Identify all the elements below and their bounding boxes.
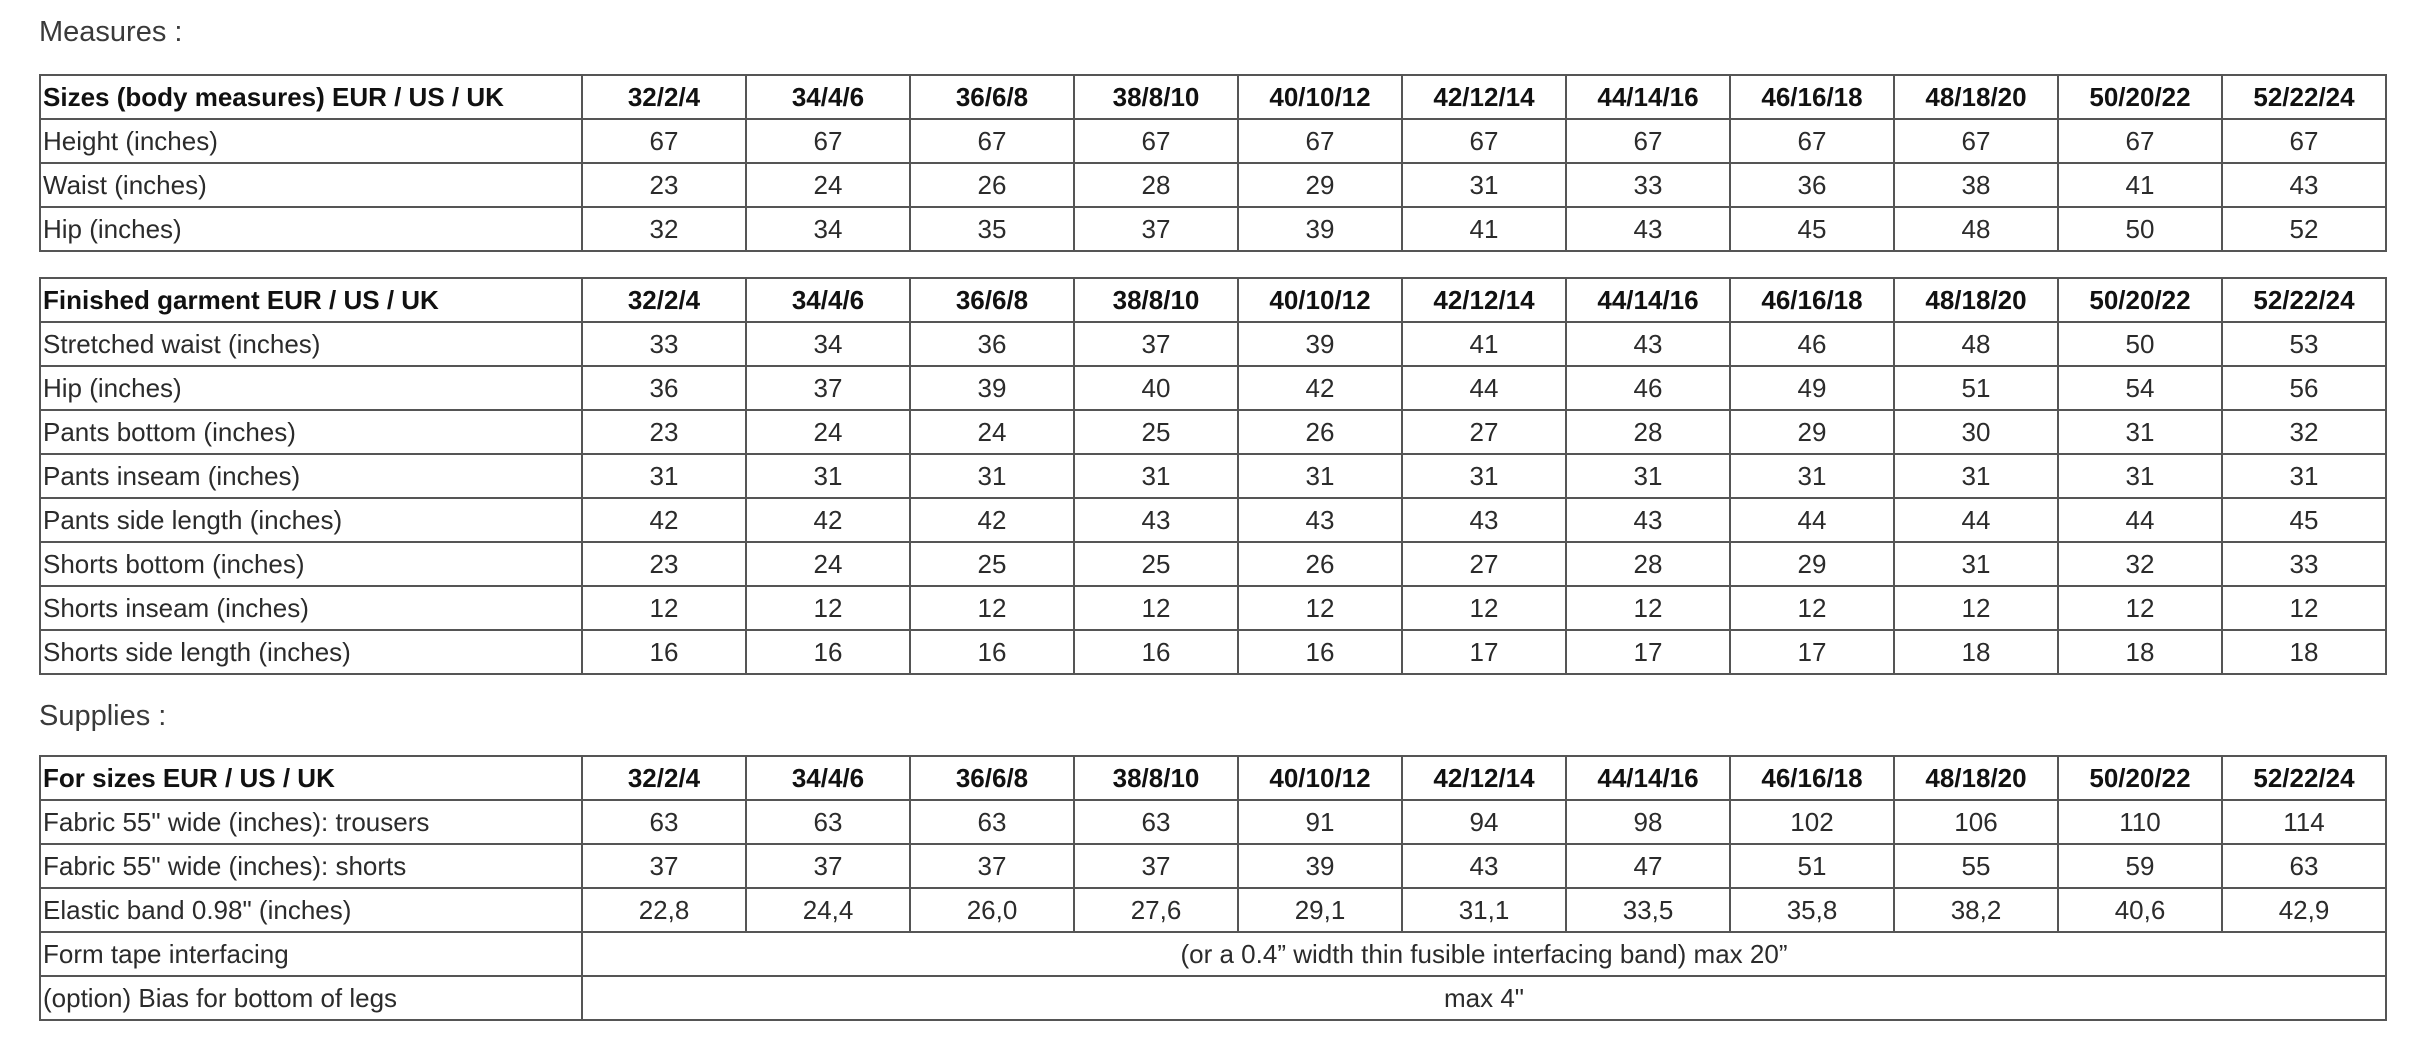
table-cell: 50 xyxy=(2058,322,2222,366)
size-header: 40/10/12 xyxy=(1238,75,1402,119)
size-header: 50/20/22 xyxy=(2058,278,2222,322)
table-row xyxy=(40,207,2386,251)
table-cell: 26,0 xyxy=(910,888,1074,932)
table-cell: 31 xyxy=(2222,454,2386,498)
table-cell: 41 xyxy=(2058,163,2222,207)
table-header-label: Sizes (body measures) EUR / US / UK xyxy=(40,75,582,119)
header-row xyxy=(40,278,2386,322)
table-cell: 28 xyxy=(1566,410,1730,454)
table-cell: 25 xyxy=(910,542,1074,586)
table-cell: 67 xyxy=(582,119,746,163)
size-header: 36/6/8 xyxy=(910,756,1074,800)
table-cell: 55 xyxy=(1894,844,2058,888)
size-header: 42/12/14 xyxy=(1402,278,1566,322)
row-label: Shorts inseam (inches) xyxy=(40,586,582,630)
table-cell: 47 xyxy=(1566,844,1730,888)
table-cell: 43 xyxy=(1402,844,1566,888)
table-cell: 33,5 xyxy=(1566,888,1730,932)
finished-garment-table xyxy=(39,277,2387,675)
table-cell: 67 xyxy=(2222,119,2386,163)
table-cell: 17 xyxy=(1730,630,1894,674)
table-cell: 12 xyxy=(582,586,746,630)
table-row xyxy=(40,366,2386,410)
table-cell: 46 xyxy=(1566,366,1730,410)
table-cell: 110 xyxy=(2058,800,2222,844)
table-cell: 28 xyxy=(1566,542,1730,586)
table-cell: 67 xyxy=(910,119,1074,163)
table-cell: 18 xyxy=(1894,630,2058,674)
table-cell: 34 xyxy=(746,207,910,251)
size-header: 40/10/12 xyxy=(1238,756,1402,800)
table-cell: 12 xyxy=(1566,586,1730,630)
table-cell: 12 xyxy=(2058,586,2222,630)
table-cell: 39 xyxy=(1238,322,1402,366)
table-row xyxy=(40,410,2386,454)
size-header: 48/18/20 xyxy=(1894,278,2058,322)
table-cell: 52 xyxy=(2222,207,2386,251)
table-cell: 37 xyxy=(910,844,1074,888)
size-header: 44/14/16 xyxy=(1566,278,1730,322)
merged-cell: max 4" xyxy=(582,976,2386,1020)
size-header: 52/22/24 xyxy=(2222,756,2386,800)
table-cell: 44 xyxy=(1402,366,1566,410)
row-label: Waist (inches) xyxy=(40,163,582,207)
table-cell: 59 xyxy=(2058,844,2222,888)
size-header: 46/16/18 xyxy=(1730,756,1894,800)
table-cell: 56 xyxy=(2222,366,2386,410)
table-cell: 114 xyxy=(2222,800,2386,844)
table-cell: 24,4 xyxy=(746,888,910,932)
table-cell: 63 xyxy=(1074,800,1238,844)
row-label: Height (inches) xyxy=(40,119,582,163)
table-cell: 67 xyxy=(2058,119,2222,163)
table-cell: 31 xyxy=(1566,454,1730,498)
header-row xyxy=(40,756,2386,800)
size-header: 50/20/22 xyxy=(2058,756,2222,800)
table-cell: 39 xyxy=(1238,844,1402,888)
table-cell: 23 xyxy=(582,542,746,586)
row-label: Hip (inches) xyxy=(40,207,582,251)
row-label: Stretched waist (inches) xyxy=(40,322,582,366)
table-cell: 38,2 xyxy=(1894,888,2058,932)
table-cell: 24 xyxy=(910,410,1074,454)
table-cell: 54 xyxy=(2058,366,2222,410)
table-cell: 41 xyxy=(1402,322,1566,366)
table-cell: 23 xyxy=(582,410,746,454)
size-header: 46/16/18 xyxy=(1730,75,1894,119)
table-cell: 35,8 xyxy=(1730,888,1894,932)
table-cell: 43 xyxy=(2222,163,2386,207)
size-header: 50/20/22 xyxy=(2058,75,2222,119)
table-cell: 40 xyxy=(1074,366,1238,410)
table-cell: 28 xyxy=(1074,163,1238,207)
table-cell: 33 xyxy=(1566,163,1730,207)
table-cell: 27 xyxy=(1402,542,1566,586)
table-cell: 12 xyxy=(1894,586,2058,630)
size-header: 44/14/16 xyxy=(1566,75,1730,119)
table-cell: 12 xyxy=(1402,586,1566,630)
table-cell: 12 xyxy=(1730,586,1894,630)
table-cell: 34 xyxy=(746,322,910,366)
table-cell: 67 xyxy=(1238,119,1402,163)
table-cell: 49 xyxy=(1730,366,1894,410)
table-cell: 37 xyxy=(1074,207,1238,251)
table-cell: 53 xyxy=(2222,322,2386,366)
row-label: (option) Bias for bottom of legs xyxy=(40,976,582,1020)
table-cell: 43 xyxy=(1566,207,1730,251)
table-cell: 35 xyxy=(910,207,1074,251)
table-cell: 18 xyxy=(2058,630,2222,674)
table-cell: 17 xyxy=(1566,630,1730,674)
table-cell: 36 xyxy=(910,322,1074,366)
table-cell: 44 xyxy=(2058,498,2222,542)
table-cell: 32 xyxy=(582,207,746,251)
table-cell: 43 xyxy=(1566,498,1730,542)
table-cell: 31,1 xyxy=(1402,888,1566,932)
table-cell: 36 xyxy=(582,366,746,410)
size-header: 34/4/6 xyxy=(746,756,910,800)
table-cell: 51 xyxy=(1894,366,2058,410)
table-cell: 44 xyxy=(1730,498,1894,542)
row-label: Shorts bottom (inches) xyxy=(40,542,582,586)
table-header-label: For sizes EUR / US / UK xyxy=(40,756,582,800)
table-cell: 48 xyxy=(1894,322,2058,366)
table-cell: 16 xyxy=(1238,630,1402,674)
row-label: Pants bottom (inches) xyxy=(40,410,582,454)
table-cell: 63 xyxy=(2222,844,2386,888)
table-cell: 31 xyxy=(2058,454,2222,498)
table-header-label: Finished garment EUR / US / UK xyxy=(40,278,582,322)
table-cell: 31 xyxy=(1238,454,1402,498)
table-row xyxy=(40,932,2386,976)
table-cell: 23 xyxy=(582,163,746,207)
row-label: Pants side length (inches) xyxy=(40,498,582,542)
table-cell: 91 xyxy=(1238,800,1402,844)
table-row xyxy=(40,586,2386,630)
size-header: 38/8/10 xyxy=(1074,278,1238,322)
table-cell: 43 xyxy=(1566,322,1730,366)
table-cell: 32 xyxy=(2058,542,2222,586)
table-cell: 31 xyxy=(746,454,910,498)
table-row xyxy=(40,163,2386,207)
row-label: Fabric 55" wide (inches): shorts xyxy=(40,844,582,888)
row-label: Elastic band 0.98" (inches) xyxy=(40,888,582,932)
table-cell: 48 xyxy=(1894,207,2058,251)
table-cell: 63 xyxy=(910,800,1074,844)
table-cell: 38 xyxy=(1894,163,2058,207)
table-cell: 12 xyxy=(1074,586,1238,630)
table-cell: 46 xyxy=(1730,322,1894,366)
table-cell: 67 xyxy=(1402,119,1566,163)
table-cell: 39 xyxy=(910,366,1074,410)
table-cell: 24 xyxy=(746,410,910,454)
table-row xyxy=(40,542,2386,586)
table-cell: 32 xyxy=(2222,410,2386,454)
row-label: Hip (inches) xyxy=(40,366,582,410)
table-cell: 33 xyxy=(582,322,746,366)
table-row xyxy=(40,844,2386,888)
size-header: 42/12/14 xyxy=(1402,75,1566,119)
table-row xyxy=(40,630,2386,674)
table-cell: 16 xyxy=(582,630,746,674)
table-row xyxy=(40,888,2386,932)
table-cell: 43 xyxy=(1402,498,1566,542)
table-cell: 31 xyxy=(1074,454,1238,498)
table-cell: 31 xyxy=(910,454,1074,498)
table-cell: 31 xyxy=(1730,454,1894,498)
table-cell: 31 xyxy=(1894,542,2058,586)
table-cell: 17 xyxy=(1402,630,1566,674)
table-cell: 37 xyxy=(746,366,910,410)
table-cell: 45 xyxy=(1730,207,1894,251)
table-row xyxy=(40,119,2386,163)
table-cell: 43 xyxy=(1074,498,1238,542)
table-cell: 33 xyxy=(2222,542,2386,586)
size-header: 32/2/4 xyxy=(582,278,746,322)
table-cell: 16 xyxy=(910,630,1074,674)
size-header: 32/2/4 xyxy=(582,756,746,800)
size-header: 52/22/24 xyxy=(2222,75,2386,119)
table-cell: 30 xyxy=(1894,410,2058,454)
table-cell: 36 xyxy=(1730,163,1894,207)
table-cell: 42 xyxy=(910,498,1074,542)
size-header: 38/8/10 xyxy=(1074,756,1238,800)
table-cell: 12 xyxy=(910,586,1074,630)
table-cell: 42 xyxy=(746,498,910,542)
measures-title: Measures : xyxy=(39,16,183,48)
table-cell: 67 xyxy=(1074,119,1238,163)
row-label: Form tape interfacing xyxy=(40,932,582,976)
table-cell: 24 xyxy=(746,542,910,586)
table-row xyxy=(40,498,2386,542)
supplies-table xyxy=(39,755,2387,1021)
table-cell: 16 xyxy=(1074,630,1238,674)
table-cell: 67 xyxy=(1566,119,1730,163)
row-label: Shorts side length (inches) xyxy=(40,630,582,674)
row-label: Pants inseam (inches) xyxy=(40,454,582,498)
table-cell: 31 xyxy=(582,454,746,498)
table-cell: 25 xyxy=(1074,410,1238,454)
size-header: 48/18/20 xyxy=(1894,75,2058,119)
row-label: Fabric 55" wide (inches): trousers xyxy=(40,800,582,844)
table-cell: 16 xyxy=(746,630,910,674)
table-cell: 50 xyxy=(2058,207,2222,251)
size-header: 34/4/6 xyxy=(746,278,910,322)
table-cell: 18 xyxy=(2222,630,2386,674)
table-cell: 12 xyxy=(746,586,910,630)
table-cell: 44 xyxy=(1894,498,2058,542)
table-cell: 31 xyxy=(1402,454,1566,498)
size-header: 48/18/20 xyxy=(1894,756,2058,800)
table-cell: 27,6 xyxy=(1074,888,1238,932)
size-header: 36/6/8 xyxy=(910,75,1074,119)
table-cell: 94 xyxy=(1402,800,1566,844)
size-header: 34/4/6 xyxy=(746,75,910,119)
table-cell: 31 xyxy=(1402,163,1566,207)
merged-cell: (or a 0.4” width thin fusible interfacing band) max 20” xyxy=(582,932,2386,976)
table-cell: 37 xyxy=(1074,844,1238,888)
table-row xyxy=(40,322,2386,366)
table-cell: 45 xyxy=(2222,498,2386,542)
table-cell: 63 xyxy=(582,800,746,844)
table-cell: 29 xyxy=(1730,410,1894,454)
table-cell: 42 xyxy=(1238,366,1402,410)
table-cell: 22,8 xyxy=(582,888,746,932)
table-cell: 40,6 xyxy=(2058,888,2222,932)
table-cell: 41 xyxy=(1402,207,1566,251)
size-header: 38/8/10 xyxy=(1074,75,1238,119)
table-cell: 29 xyxy=(1730,542,1894,586)
table-cell: 67 xyxy=(1730,119,1894,163)
table-cell: 25 xyxy=(1074,542,1238,586)
table-cell: 67 xyxy=(1894,119,2058,163)
table-cell: 43 xyxy=(1238,498,1402,542)
size-header: 46/16/18 xyxy=(1730,278,1894,322)
size-header: 42/12/14 xyxy=(1402,756,1566,800)
body-measures-table xyxy=(39,74,2387,252)
table-cell: 12 xyxy=(1238,586,1402,630)
table-cell: 106 xyxy=(1894,800,2058,844)
table-cell: 42,9 xyxy=(2222,888,2386,932)
table-cell: 26 xyxy=(1238,542,1402,586)
table-cell: 98 xyxy=(1566,800,1730,844)
table-cell: 39 xyxy=(1238,207,1402,251)
table-cell: 37 xyxy=(746,844,910,888)
table-cell: 37 xyxy=(582,844,746,888)
table-cell: 31 xyxy=(2058,410,2222,454)
table-cell: 26 xyxy=(910,163,1074,207)
table-cell: 42 xyxy=(582,498,746,542)
table-cell: 24 xyxy=(746,163,910,207)
size-header: 36/6/8 xyxy=(910,278,1074,322)
table-row xyxy=(40,454,2386,498)
size-header: 44/14/16 xyxy=(1566,756,1730,800)
table-cell: 12 xyxy=(2222,586,2386,630)
table-row xyxy=(40,976,2386,1020)
size-header: 40/10/12 xyxy=(1238,278,1402,322)
table-cell: 102 xyxy=(1730,800,1894,844)
table-cell: 26 xyxy=(1238,410,1402,454)
table-cell: 27 xyxy=(1402,410,1566,454)
supplies-title: Supplies : xyxy=(39,700,167,732)
table-cell: 29 xyxy=(1238,163,1402,207)
table-cell: 29,1 xyxy=(1238,888,1402,932)
table-cell: 31 xyxy=(1894,454,2058,498)
size-header: 32/2/4 xyxy=(582,75,746,119)
table-cell: 67 xyxy=(746,119,910,163)
size-header: 52/22/24 xyxy=(2222,278,2386,322)
header-row xyxy=(40,75,2386,119)
table-cell: 37 xyxy=(1074,322,1238,366)
table-cell: 63 xyxy=(746,800,910,844)
table-row xyxy=(40,800,2386,844)
table-cell: 51 xyxy=(1730,844,1894,888)
